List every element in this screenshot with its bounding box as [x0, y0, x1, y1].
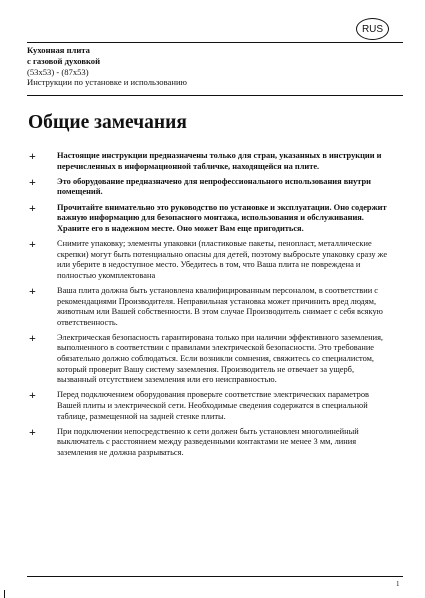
list-item	[28, 200, 404, 235]
list-item	[28, 424, 404, 459]
crop-mark	[4, 590, 5, 598]
header-product-line1: Кухонная плита	[27, 45, 90, 55]
plus-icon: +	[29, 388, 36, 403]
list-item-text: При подключении непосредственно к сети должен быть установлен многолинейный выключатель с расстоянием между разведенными контактами не менее 3 мм, линия заземления не должна разрываться.	[57, 426, 359, 457]
list-item	[28, 283, 404, 328]
list-item-text: Снимите упаковку; элементы упаковки (пластиковые пакеты, пенопласт, металлические скрепки) могут быть потенциально опасны для детей, поэтому выбросьте упаковку сразу же или уберите в недоступное место. Убедитесь в том, что Ваша плита не повреждена и полностью укомплектована	[57, 238, 388, 280]
page-title: Общие замечания	[28, 112, 187, 133]
plus-icon: +	[29, 283, 36, 298]
remarks-list	[28, 151, 404, 463]
list-item-text: Прочитайте внимательно это руководство по установке и эксплуатации. Оно содержит важную информацию для безопасного монтажа, использования и обслуживания. Храните его в надежном месте. Оно может Вам еще пригодиться.	[57, 202, 387, 233]
document-header	[27, 42, 403, 96]
list-item	[28, 390, 404, 422]
plus-icon: +	[29, 330, 36, 345]
language-badge: RUS	[356, 18, 389, 40]
list-item	[28, 330, 404, 386]
footer-divider	[27, 576, 403, 577]
header-model-sizes: (53x53) - (87x53)	[27, 66, 89, 77]
header-subtitle: Инструкции по установке и использованию	[27, 77, 187, 88]
list-item-text: Ваша плита должна быть установлена квалифицированным персоналом, в соответствии с рекомендациями Производителя. Неправильная установка может причинить вред людям, животным или Вашей собственности. В этом случае Производитель снимает с себя всякую ответственность.	[57, 285, 383, 327]
list-item	[28, 236, 404, 281]
list-item-text: Электрическая безопасность гарантирована только при наличии эффективного заземления, выполненного в соответствии с правилами электрической безопасности. Это требование обязательно должно соблюдаться. Если возникли сомнения, свяжитесь со специалистом, который проверит Вашу систему заземления. Производитель не отвечает за ущерб, вызванный отсутствием заземления или его неисправностью.	[57, 332, 384, 385]
header-product-line2: с газовой духовкой	[27, 55, 101, 66]
page-number: 1	[396, 580, 400, 588]
plus-icon: +	[29, 149, 36, 163]
list-item	[28, 174, 404, 198]
list-item-text: Это оборудование предназначено для непрофессионального использования внутри помещений.	[57, 176, 371, 197]
plus-icon: +	[29, 200, 36, 215]
plus-icon: +	[29, 424, 36, 439]
list-item-text: Настоящие инструкции предназначены только для стран, указанных в инструкции и перечисленных в информационной табличке, находящейся на плите.	[57, 151, 382, 171]
plus-icon: +	[29, 174, 36, 189]
list-item-text: Перед подключением оборудования проверьте соответствие электрических параметров Вашей плиты и электрической сети. Необходимые сведения содержатся в специальной таблице, размещенной на задней стенке плиты.	[57, 390, 370, 421]
plus-icon: +	[29, 236, 36, 251]
list-item	[28, 151, 404, 172]
